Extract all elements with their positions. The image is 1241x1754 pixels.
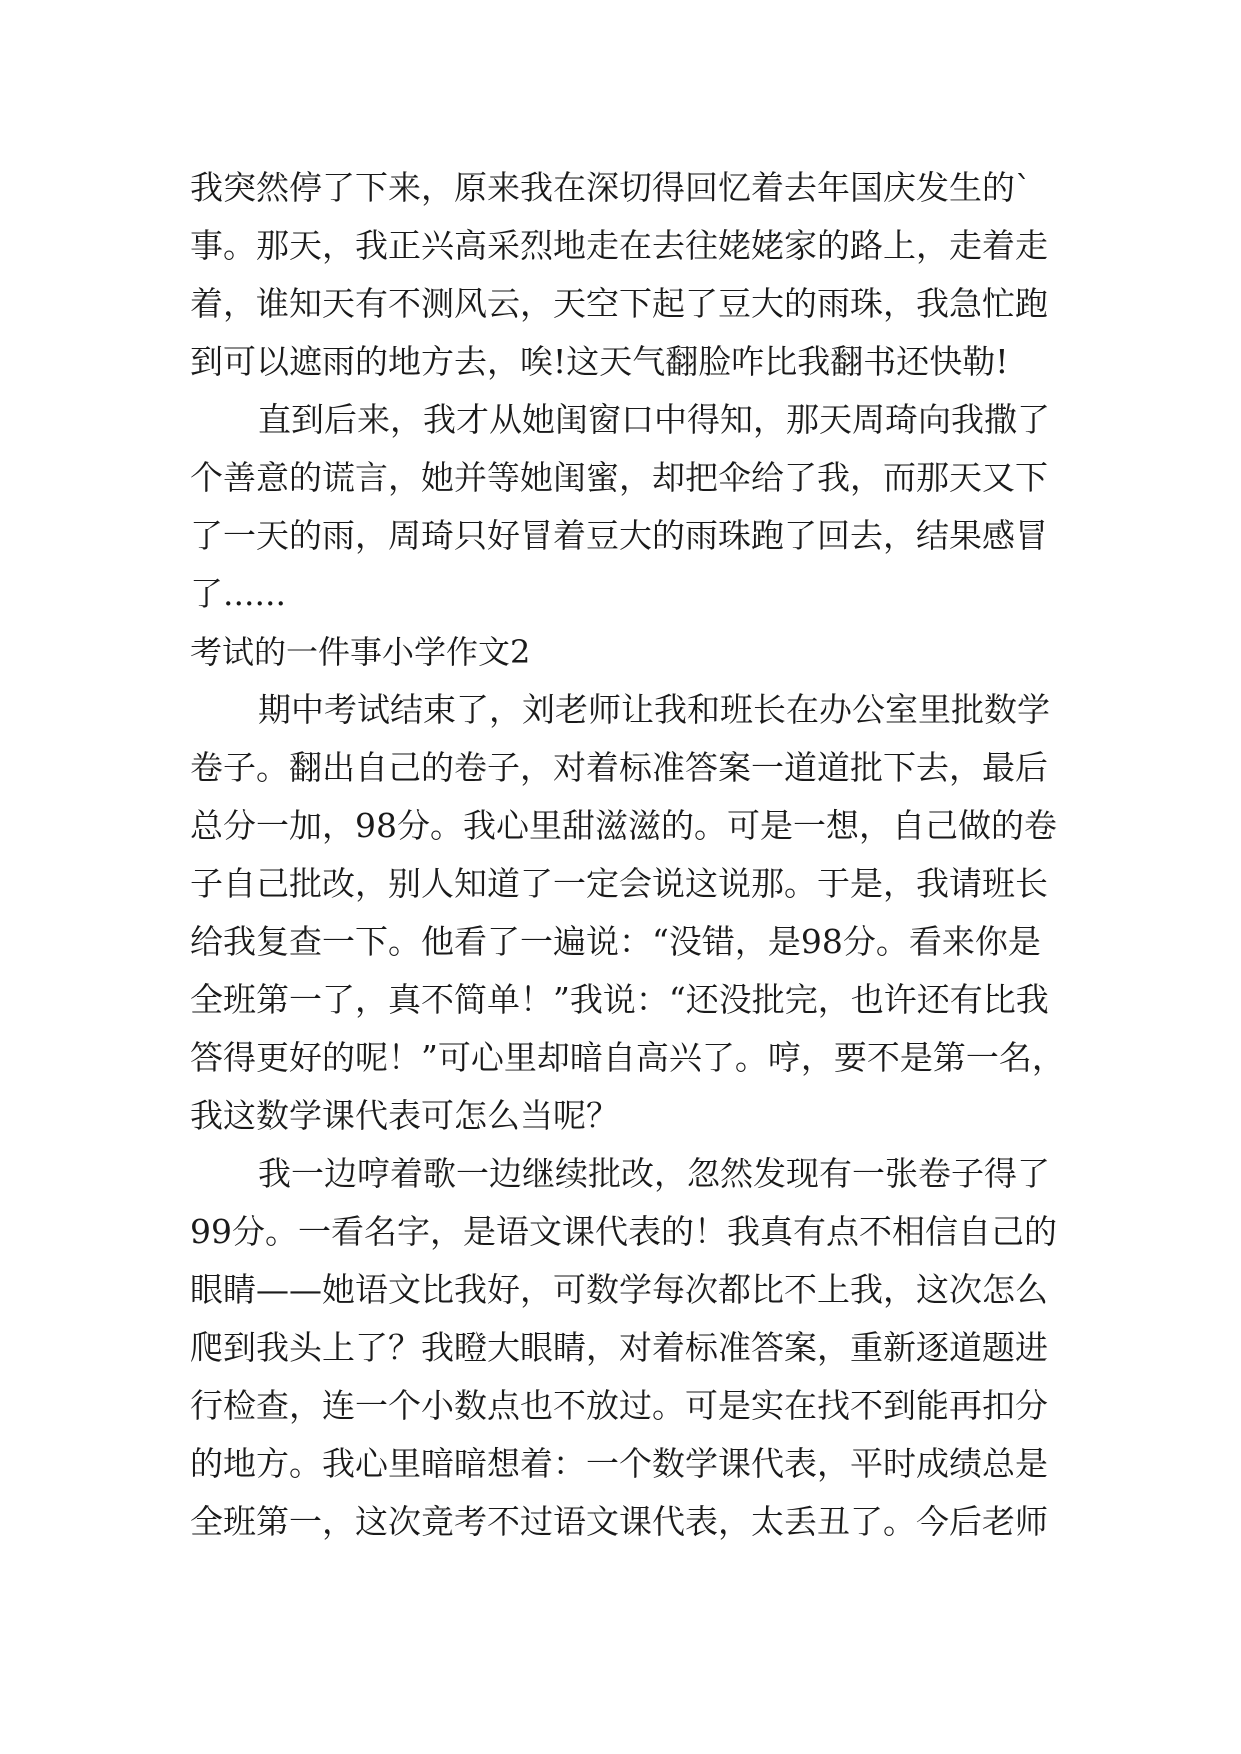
text-line: 我这数学课代表可怎么当呢？ bbox=[190, 1096, 619, 1135]
text-line: 个善意的谎言，她并等她闺蜜，却把伞给了我，而那天又下 bbox=[190, 458, 1048, 497]
text-line: 卷子。翻出自己的卷子，对着标准答案一道道批下去，最后 bbox=[190, 748, 1048, 787]
text-line: 爬到我头上了？我瞪大眼睛，对着标准答案，重新逐道题进 bbox=[190, 1328, 1048, 1367]
text-line: 全班第一，这次竟考不过语文课代表，太丢丑了。今后老师 bbox=[190, 1502, 1048, 1541]
text-line: 总分一加，98分。我心里甜滋滋的。可是一想，自己做的卷 bbox=[190, 806, 1057, 845]
paragraph-first-line: 期中考试结束了，刘老师让我和班长在办公室里批数学 bbox=[258, 690, 1050, 729]
text-line: 到可以遮雨的地方去，唉!这天气翻脸咋比我翻书还快勒! bbox=[190, 342, 1009, 381]
text-line: 99分。一看名字，是语文课代表的！我真有点不相信自己的 bbox=[190, 1212, 1057, 1251]
text-line: 给我复查一下。他看了一遍说：“没错，是98分。看来你是 bbox=[190, 922, 1041, 961]
text-line: 眼睛——她语文比我好，可数学每次都比不上我，这次怎么 bbox=[190, 1270, 1048, 1309]
text-line: 全班第一了，真不简单！”我说：“还没批完，也许还有比我 bbox=[190, 980, 1049, 1019]
text-line: 答得更好的呢！”可心里却暗自高兴了。哼，要不是第一名， bbox=[190, 1038, 1065, 1077]
paragraph-first-line: 直到后来，我才从她闺窗口中得知，那天周琦向我撒了 bbox=[258, 400, 1050, 439]
paragraph-first-line: 我一边哼着歌一边继续批改，忽然发现有一张卷子得了 bbox=[258, 1154, 1050, 1193]
text-line: 行检查，连一个小数点也不放过。可是实在找不到能再扣分 bbox=[190, 1386, 1048, 1425]
text-line: 了...... bbox=[190, 574, 286, 613]
text-line: 子自己批改，别人知道了一定会说这说那。于是，我请班长 bbox=[190, 864, 1048, 903]
text-line: 事。那天，我正兴高采烈地走在去往姥姥家的路上，走着走 bbox=[190, 226, 1048, 265]
text-line: 了一天的雨，周琦只好冒着豆大的雨珠跑了回去，结果感冒 bbox=[190, 516, 1048, 555]
section-heading: 考试的一件事小学作文2 bbox=[190, 633, 531, 671]
text-line: 着，谁知天有不测风云，天空下起了豆大的雨珠，我急忙跑 bbox=[190, 284, 1048, 323]
text-line: 我突然停了下来，原来我在深切得回忆着去年国庆发生的` bbox=[190, 168, 1032, 207]
text-line: 的地方。我心里暗暗想着：一个数学课代表，平时成绩总是 bbox=[190, 1444, 1048, 1483]
